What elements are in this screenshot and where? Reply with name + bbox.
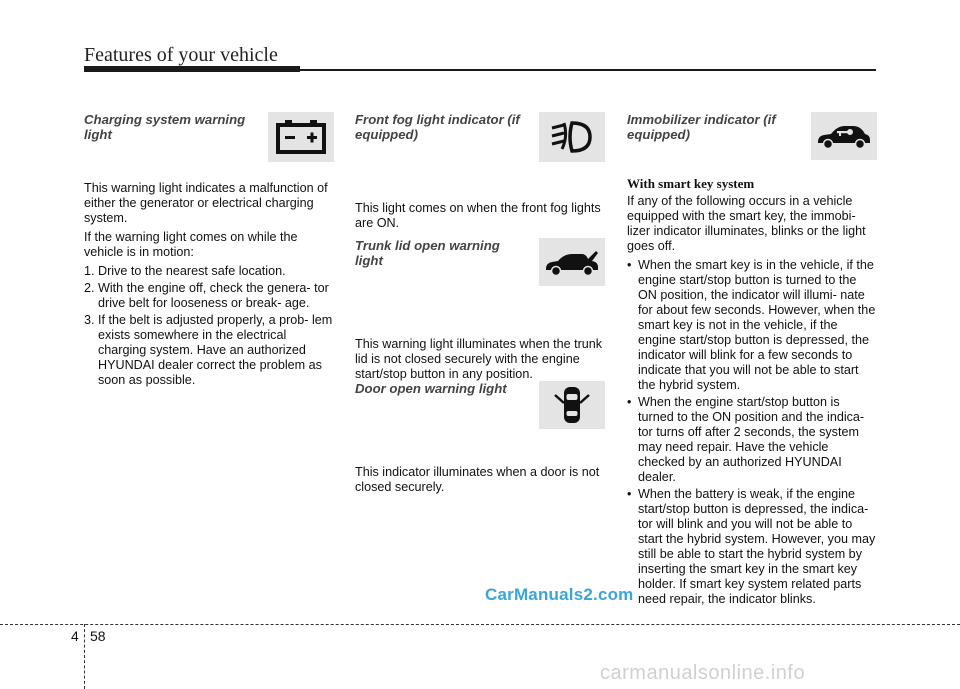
section-door	[355, 381, 605, 495]
immobilizer-bullet-1: • When the smart key is in the vehicle, if the engine start/stop button is turned to the ON position, the indicator will illumi- nate for about few seconds. However, when the smart key is not in the vehicle, if the engine start/stop button is depressed, the indicator will blink for a few seconds to indicate that you will not be able to start the hybrid system.	[627, 258, 877, 393]
charging-steps	[84, 264, 334, 388]
trunk-text: This warning light illuminates when the trunk lid is not closed securely with the engine start/stop button in any position.	[355, 337, 603, 381]
chapter-number: 4	[71, 628, 79, 644]
column-1	[84, 112, 334, 390]
section-charging	[84, 112, 334, 388]
section-title-immobilizer: Immobilizer indicator (if equipped)	[627, 112, 776, 142]
immobilizer-car-key-icon	[811, 112, 877, 160]
charging-paragraph-1: This warning light indicates a malfunction of either the generator or electrical charging system.	[84, 181, 328, 225]
page-number: 58	[90, 628, 106, 644]
charging-step-2: 2. With the engine off, check the genera- tor drive belt for looseness or break- age.	[84, 281, 329, 310]
watermark-link[interactable]: CarManuals2.com	[485, 585, 634, 604]
footer-divider	[84, 624, 85, 689]
immobilizer-subhead: With smart key system	[627, 176, 755, 191]
trunk-open-icon	[539, 238, 605, 286]
section-trunk	[355, 238, 605, 381]
immobilizer-bullet-3: • When the battery is weak, if the engine start/stop button is depressed, the indica- tor will blink and you will not be able to start the hybrid system. However, you may still be able to start the hybrid system by inserting the smart key in the smart key holder. If smart key system related parts need repair, the indicator blinks.	[627, 487, 877, 607]
footer-rule	[0, 624, 960, 625]
battery-icon	[268, 112, 334, 162]
immobilizer-bullet-2: • When the engine start/stop button is turned to the ON position and the indica- tor turns off after 2 seconds, the system may need repair. Have the vehicle checked by an authorized HYUNDAI dealer.	[627, 395, 877, 485]
fog-text: This light comes on when the front fog lights are ON.	[355, 201, 601, 230]
immobilizer-intro: If any of the following occurs in a vehicle equipped with the smart key, the immobi- lizer indicator illuminates, blinks or the light goes off.	[627, 194, 866, 253]
column-3	[627, 112, 877, 609]
section-immobilizer	[627, 112, 877, 607]
footer-site-watermark: carmanualsonline.info	[600, 662, 806, 684]
section-title-trunk: Trunk lid open warning light	[355, 238, 500, 268]
section-title-charging: Charging system warning light	[84, 112, 246, 142]
section-title-fog: Front fog light indicator (if equipped)	[355, 112, 520, 142]
section-fog	[355, 112, 605, 238]
header-bar	[84, 66, 300, 72]
header-rule	[300, 69, 876, 71]
column-2	[355, 112, 605, 499]
charging-paragraph-2: If the warning light comes on while the vehicle is in motion:	[84, 230, 298, 259]
charging-step-3: 3. If the belt is adjusted properly, a prob- lem exists somewhere in the electrical charging system. Have an authorized HYUNDAI dealer correct the problem as soon as possible.	[84, 313, 333, 387]
section-title-door: Door open warning light	[355, 381, 507, 396]
immobilizer-bullets	[627, 258, 877, 607]
door-text: This indicator illuminates when a door is not closed securely.	[355, 465, 600, 494]
door-open-icon	[539, 381, 605, 429]
front-fog-light-icon	[539, 112, 605, 162]
page-header-title: Features of your vehicle	[84, 44, 278, 66]
charging-step-1: 1. Drive to the nearest safe location.	[84, 264, 286, 278]
